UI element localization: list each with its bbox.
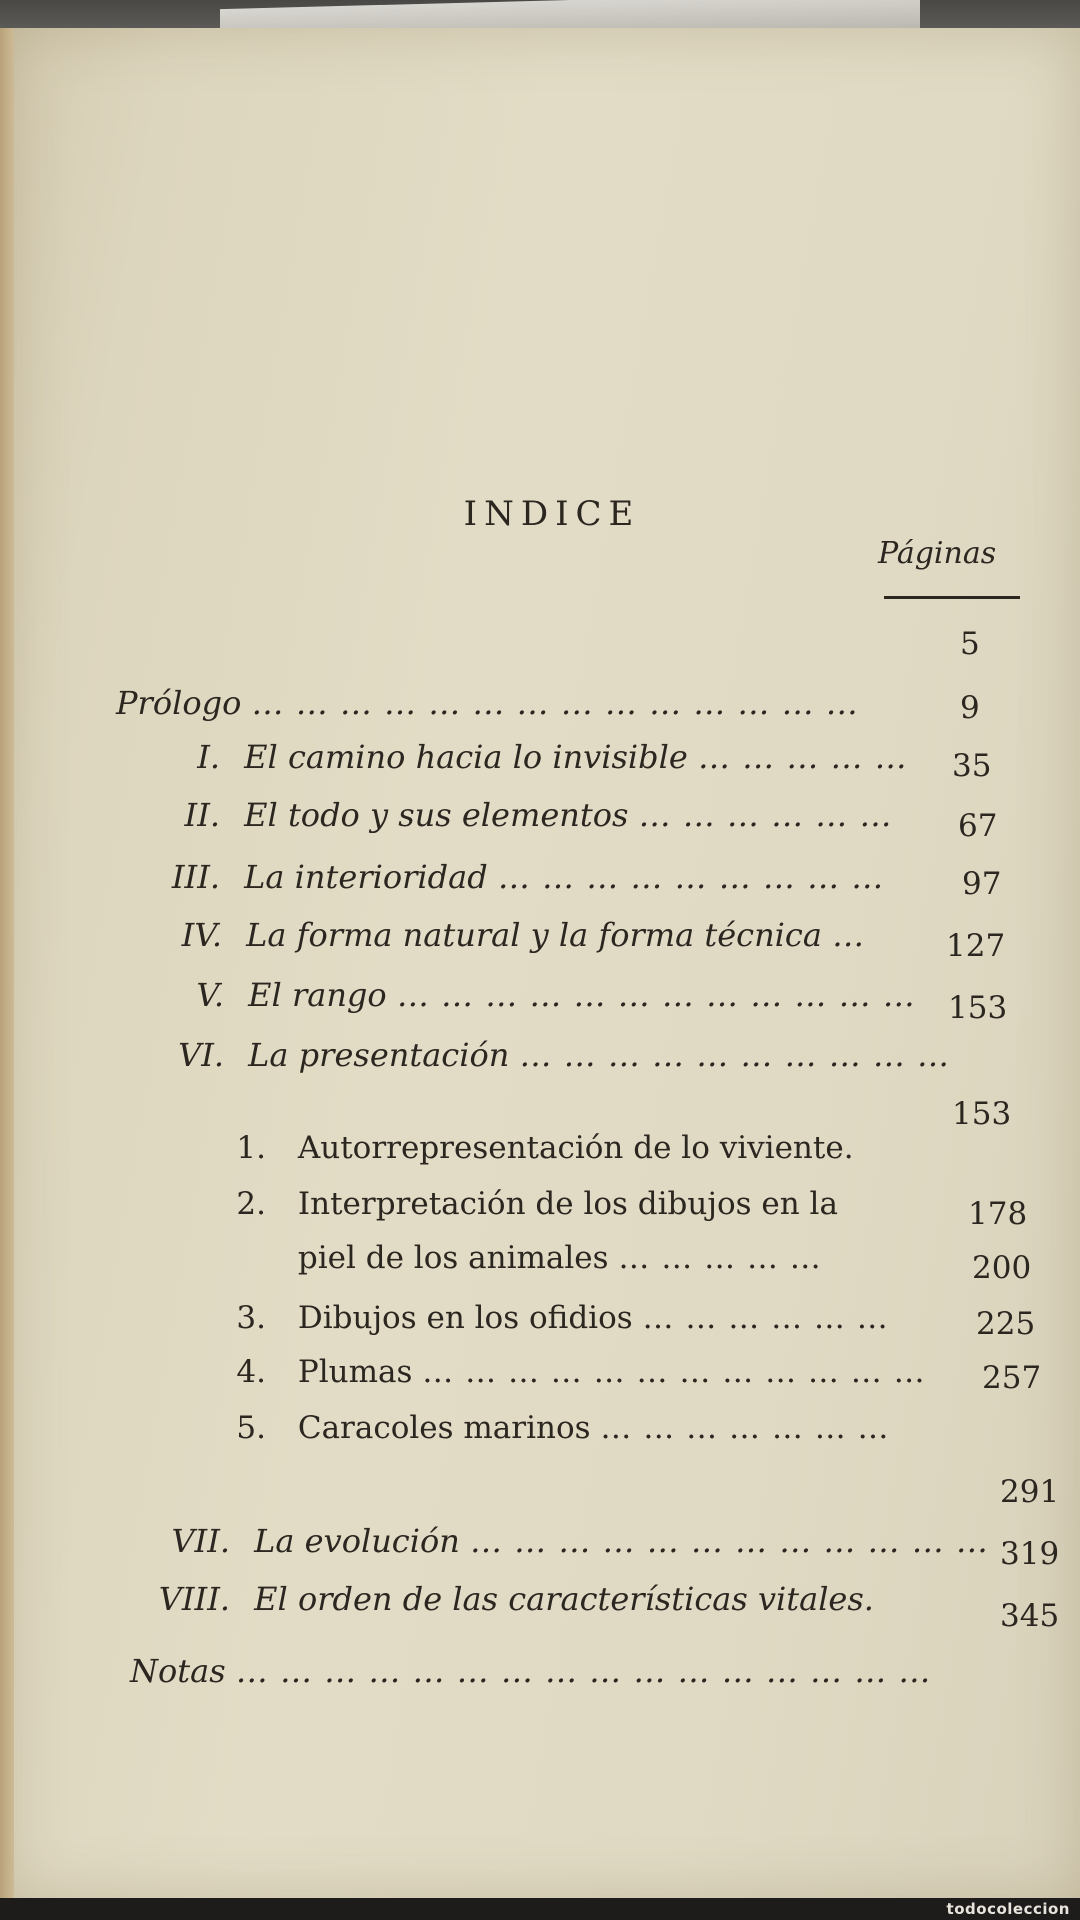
leader-dots: … … … … … … … … … … … … (422, 1354, 926, 1390)
leader-dots: … … … … … (618, 1240, 822, 1276)
subentry-number: 5. (236, 1410, 266, 1446)
chapter-numeral: VIII. (158, 1580, 230, 1618)
subentry-number: 3. (236, 1300, 266, 1336)
entry-label: Caracoles marinos (297, 1410, 591, 1446)
leader-dots: … … … … … … … … … … … … (396, 976, 916, 1014)
toc-subentry-2-cont (236, 1240, 822, 1276)
entry-label: El rango (248, 976, 387, 1014)
toc-subentry-2 (236, 1186, 838, 1222)
leader-dots: … … … … … … … … … … (519, 1036, 951, 1074)
toc-entry-notas (130, 1652, 931, 1690)
entry-label: Notas (130, 1652, 226, 1690)
entry-label: Prólogo (116, 684, 242, 722)
entry-label: La interioridad (244, 858, 488, 896)
chapter-numeral: II. (184, 796, 220, 834)
leader-dots: … … … … … … … … … … … … … … (251, 684, 859, 722)
entry-label: La forma natural y la forma técnica (246, 916, 822, 954)
entry-label: Plumas (297, 1354, 413, 1390)
entry-label: Interpretación de los dibujos en la (297, 1186, 838, 1222)
toc-subentry-1 (236, 1130, 854, 1166)
watermark-logo: todocoleccion (946, 1900, 1070, 1918)
toc-subentry-4 (236, 1354, 926, 1390)
entry-label: El orden de las características vitales. (254, 1580, 874, 1618)
leader-dots: … … … … … … (638, 796, 893, 834)
page-title: INDICE (463, 494, 641, 534)
entry-label: piel de los animales (297, 1240, 609, 1276)
page-number: 127 (946, 928, 1006, 964)
page-number: 35 (952, 748, 992, 784)
toc-entry-chapter-7 (140, 1522, 989, 1560)
chapter-numeral: I. (197, 738, 220, 776)
page-number: 178 (968, 1196, 1028, 1232)
page-number: 153 (948, 990, 1008, 1026)
chapter-numeral: VII. (171, 1522, 230, 1560)
toc-entry-chapter-3 (142, 858, 884, 896)
leader-dots: … … … … … … … (600, 1410, 890, 1446)
page-number: 291 (1000, 1474, 1060, 1510)
page-number: 5 (960, 626, 980, 662)
page-number: 9 (960, 690, 980, 726)
bottom-strip (0, 1898, 1080, 1920)
entry-label: La presentación (248, 1036, 510, 1074)
leader-dots: … … … … … … … … … … … … (470, 1522, 989, 1560)
chapter-numeral: VI. (178, 1036, 224, 1074)
leader-dots: … … … … … … … … … … … … … … … … (235, 1652, 932, 1690)
toc-entry-chapter-4 (146, 916, 865, 954)
toc-entry-prologo (116, 684, 859, 722)
pages-column-header: Páginas (878, 536, 997, 571)
toc-entry-chapter-8 (126, 1580, 874, 1618)
subentry-number: 4. (236, 1354, 266, 1390)
entry-label: El todo y sus elementos (244, 796, 629, 834)
chapter-numeral: III. (171, 858, 220, 896)
page-number: 345 (1000, 1598, 1060, 1634)
entry-label: La evolución (254, 1522, 460, 1560)
leader-dots: … (832, 916, 866, 954)
page-number: 97 (962, 866, 1002, 902)
entry-label: Autorrepresentación de lo viviente. (297, 1130, 854, 1166)
chapter-numeral: IV. (181, 916, 222, 954)
subentry-number: 1. (236, 1130, 266, 1166)
subentry-number: 2. (236, 1186, 266, 1222)
toc-subentry-5 (236, 1410, 890, 1446)
entry-label: El camino hacia lo invisible (244, 738, 688, 776)
page-number: 67 (958, 808, 998, 844)
chapter-numeral: V. (196, 976, 224, 1014)
toc-entry-chapter-5 (166, 976, 916, 1014)
entry-label: Dibujos en los ofidios (297, 1300, 633, 1336)
page-number: 200 (972, 1250, 1032, 1286)
page-number: 257 (982, 1360, 1042, 1396)
page-number: 319 (1000, 1536, 1060, 1572)
page-number: 153 (952, 1096, 1012, 1132)
leader-dots: … … … … … (697, 738, 908, 776)
leader-dots: … … … … … … … … … (497, 858, 885, 896)
toc-subentry-3 (236, 1300, 889, 1336)
page-number: 225 (976, 1306, 1036, 1342)
toc-entry-chapter-2 (158, 796, 892, 834)
toc-entry-chapter-6 (148, 1036, 950, 1074)
toc-entry-chapter-1 (170, 738, 908, 776)
leader-dots: … … … … … … (642, 1300, 889, 1336)
